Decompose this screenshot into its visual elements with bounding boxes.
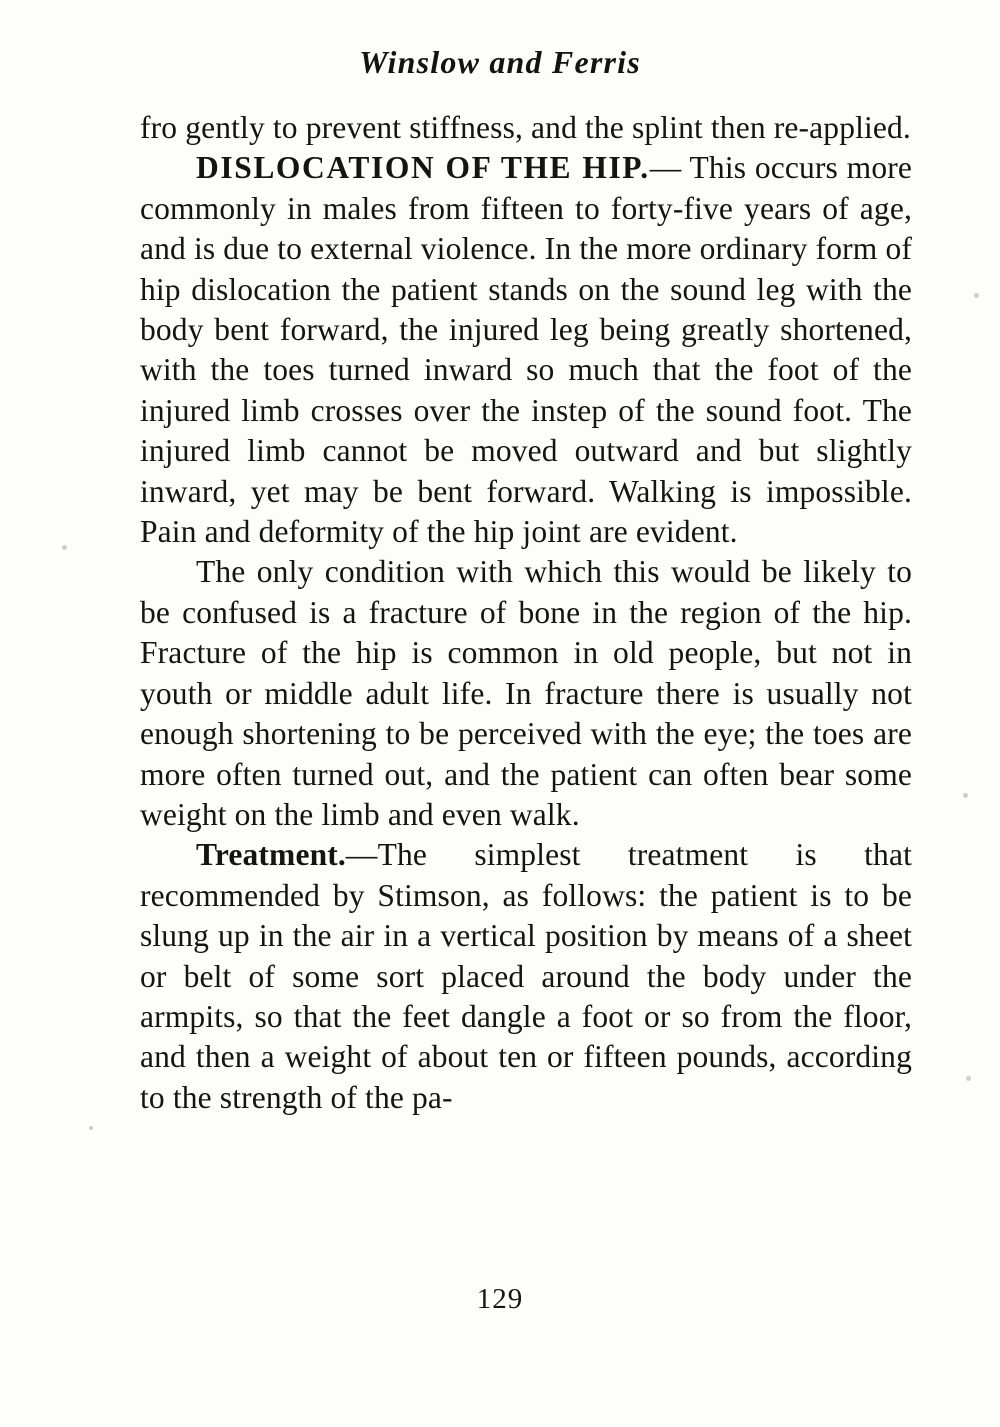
page-number: 129 — [476, 1283, 524, 1315]
scan-speck-icon — [963, 793, 968, 798]
run-in-heading-treatment: Treatment. — [196, 837, 346, 873]
paragraph-dislocation-of-the-hip — [140, 148, 912, 552]
scan-speck-icon — [966, 1076, 971, 1081]
scan-speck-icon — [974, 293, 979, 298]
paragraph-text: The only condition with which this would be likely to be confused is a fracture of bone in the region of the hip. Fracture of the hip is common in old people, but not in youth or middle adult life. In fracture there is usually not enough shortening to be perceived with the eye; the toes are more often turned out, and the patient can often bear some weight on the limb and even walk. — [140, 554, 912, 832]
scan-speck-icon — [62, 545, 67, 550]
paragraph-text: — This occurs more commonly in males from fifteen to forty-five years of age, and is due to external violence. In the more ordinary form of hip dislocation the patient stands on the sound leg with the body bent forward, the injured leg being greatly shortened, with the toes turned inward so much that the foot of the injured limb crosses over the instep of the sound foot. The injured limb cannot be moved outward and but slightly inward, yet may be bent forward. Walking is impossible. Pain and deformity of the hip joint are evident. — [140, 150, 912, 550]
paragraph-differential-diagnosis — [140, 552, 912, 835]
run-in-heading-dislocation: DISLOCATION OF THE HIP. — [196, 150, 650, 186]
running-head: Winslow and Ferris — [359, 44, 641, 80]
text-column — [140, 108, 912, 1118]
paragraph-continuation — [140, 108, 912, 148]
paragraph-text: fro gently to prevent stiffness, and the splint then re-applied. — [140, 110, 911, 145]
paragraph-text: —The simplest treatment is that recommended by Stimson, as follows: the patient is to be slung up in the air in a vertical position by means of a sheet or belt of some sort placed around the body under the armpits, so that the feet dangle a foot or so from the floor, and then a weight of about ten or fifteen pounds, according to the strength of the pa- — [140, 837, 912, 1115]
scan-speck-icon — [89, 1126, 93, 1130]
paragraph-treatment — [140, 835, 912, 1118]
